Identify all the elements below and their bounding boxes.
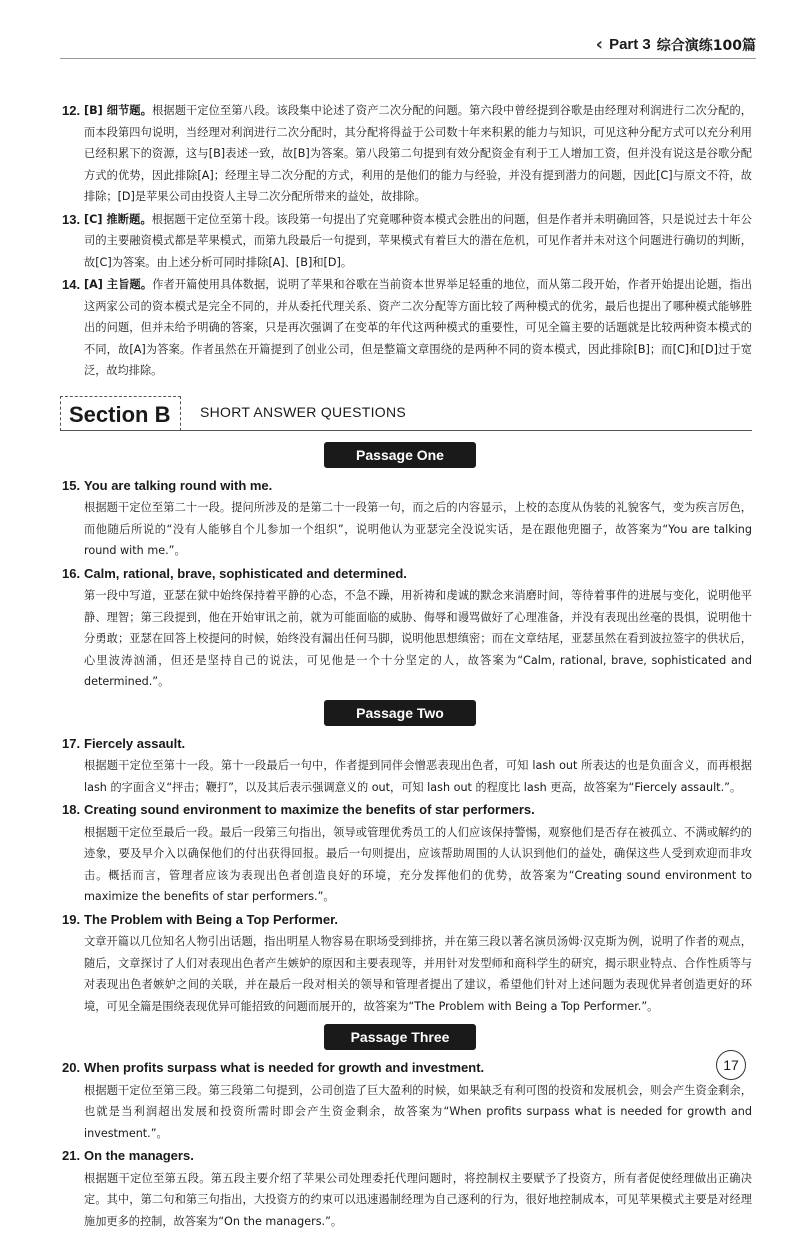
answer-item-16 [62,563,752,693]
item-number: 17. [62,735,81,751]
item-text: 根据题干定位至第二十一段。提问所涉及的是第二十一段第一句，而之后的内容显示，上校的态度从伪装的礼貌客气，变为疾言厉色，而他随后所说的“没有人能够自个儿参加一个组织”，说明他认为亚瑟完全没说实话，是在跟他兜圈子，故答案为“You are talking round with me.”。 [84,501,752,557]
passage-three-banner [62,1023,752,1051]
item-tag: [B] 细节题。 [84,104,153,117]
item-number: 15. [62,477,81,493]
passage-one-banner [62,441,752,469]
header-divider [60,58,756,59]
item-text: 根据题干定位至第十一段。第十一段最后一句中，作者提到同伴会憎恶表现出色者，可知 lash out 所表达的也是负面含义，而再根据 lash 的字面含义“抨击；鞭打”，以及其后表示强调意义的 out，可知 lash out 的程度比 lash 更高，故答案为“Fiercely assault.”。 [84,759,752,794]
header-title: 综合演练100篇 [656,37,756,54]
item-tag: [A] 主旨题。 [84,278,153,291]
passage-two-banner [62,699,752,727]
header-part: Part 3 [609,36,651,53]
item-text: 根据题干定位至最后一段。最后一段第三句指出，领导或管理优秀员工的人们应该保持警惕，观察他们是否存在被孤立、不满或解约的迹象，要及早介入以确保他们的付出获得回报。最后一句则提出，应该帮助周围的人认识到他们的益处，确保这些人受到欢迎而非攻击。概括而言，管理者应该为表现出色者创造良好的环境，充分发挥他们的优势，故答案为“Creating sound environment to maximize the benefits of star performers.”。 [84,825,752,903]
section-label: Section B [60,396,181,431]
item-body [84,100,752,208]
item-text: 根据题干定位至第十段。该段第一句提出了究竟哪种资本模式会胜出的问题，但是作者并未明确回答，只是说过去十年公司的主要融资模式都是苹果模式，而第九段最后一句提到，苹果模式有着巨大的潜在危机，可见作者并未对这个问题进行确切的判断，故[C]为答案。由上述分析可同时排除[A]、[B]和[D]。 [84,212,752,269]
item-text: 根据题干定位至第三段。第三段第二句提到，公司创造了巨大盈利的时候，如果缺乏有利可图的投资和发展机会，则会产生资金剩余，也就是当利润超出发展和投资所需时即会产生资金剩余，故答案为“When profits surpass what is needed for growth and investment.”。 [84,1083,752,1140]
item-question: Creating sound environment to maximize the benefits of star performers. [84,802,535,817]
answer-item-21 [62,1145,752,1232]
item-question: The Problem with Being a Top Performer. [84,911,339,927]
item-question: Calm, rational, brave, sophisticated and determined. [84,565,407,581]
passage-title: Passage Two [324,700,476,726]
page-content [62,100,752,1233]
item-text: 文章开篇以几位知名人物引出话题，指出明星人物容易在职场受到排挤，并在第三段以著名演员汤姆·汉克斯为例，说明了作者的观点，随后，文章探讨了人们对表现出色者产生嫉妒的原因和主要表现等，并用针对发型师和商科学生的研究，揭示职业特点、合作性质等与对表现出色者嫉妒之间的关联，并在最后一段对相关的领导和管理者提出了建议，希望他们针对上述问题为表现优异者创造更好的环境，可见全篇是围绕表现优异可能招致的问题而展开的，故答案为“The Problem with Being a Top Performer.”。 [84,935,752,1013]
item-tag: [C] 推断题。 [84,212,152,226]
item-question: You are talking round with me. [84,477,273,493]
answer-item-15 [62,475,752,562]
section-subtitle: SHORT ANSWER QUESTIONS [200,403,407,420]
item-number: 21. [62,1148,81,1163]
answer-item-13 [62,209,752,274]
answer-item-17 [62,733,752,799]
chevron-left-icon: ‹ [595,34,604,55]
page-number: 17 [716,1050,746,1080]
passage-title: Passage Three [324,1024,476,1050]
item-number: 12. [62,103,81,118]
answer-item-12 [62,100,752,208]
item-number: 20. [62,1060,81,1075]
item-body [84,274,752,382]
section-heading [60,396,752,431]
item-number: 14. [62,277,81,292]
item-question: On the managers. [84,1148,194,1163]
item-text: 作者开篇使用具体数据，说明了苹果和谷歌在当前资本世界举足轻重的地位，而从第二段开始，作者开始提出论题，指出这两家公司的资本模式是完全不同的，并从委托代理关系、资产二次分配等方面比较了两种模式的优劣，最后也提出了哪种模式能够胜出的问题，但并未给予明确的答案，只是再次强调了在变革的年代这两种模式的重要性，可见全篇主要的话题就是比较两种资本模式的不同，故[A]为答案。作者虽然在开篇提到了创业公司，但是整篇文章围绕的是两种不同的资本模式，因此排除[B]；而[C]和[D]过于宽泛，故均排除。 [84,278,753,377]
answer-item-18 [62,799,752,908]
answer-item-14 [62,274,752,382]
item-question: When profits surpass what is needed for growth and investment. [84,1060,485,1075]
item-body [84,209,752,274]
item-number: 19. [62,911,81,927]
page-header [596,34,756,55]
item-question: Fiercely assault. [84,735,186,751]
item-text: 根据题干定位至第五段。第五段主要介绍了苹果公司处理委托代理问题时，将控制权主要赋予了投资方，所有者促使经理做出正确决定。其中，第二句和第三句指出，大投资方的约束可以迅速遏制经理为自己逐利的行为，很好地控制成本，可见苹果模式主要是对经理施加更多的控制，故答案为“On the managers.”。 [84,1171,752,1228]
answer-item-20 [62,1057,752,1144]
item-number: 16. [62,565,81,581]
answer-item-19 [62,909,752,1018]
item-text: 第一段中写道，亚瑟在狱中始终保持着平静的心态，不急不躁，用祈祷和虔诚的默念来消磨时间，等待着事件的进展与变化，说明他平静、理智；第三段提到，他在开始审讯之前，就为可能面临的威胁、侮辱和谩骂做好了心理准备，并没有表现出丝毫的畏惧，说明他十分勇敢；亚瑟在回答上校提问的时候，始终没有漏出任何马脚，说明他思想缜密；而在文章结尾，亚瑟虽然在看到波拉签字的供状后，心里波涛汹涌，但还是坚持自己的说法，可见他是一个十分坚定的人，故答案为“Calm, rational, brave, sophisticated and determined.”。 [84,589,752,688]
passage-title: Passage One [324,442,476,468]
item-number: 18. [62,802,81,817]
item-number: 13. [62,211,81,227]
item-text: 根据题干定位至第八段。该段集中论述了资产二次分配的问题。第六段中曾经提到谷歌是由经理对利润进行二次分配的，而本段第四句说明，当经理对利润进行二次分配时，其分配将得益于公司数十年来积累的能力与知识，可见这种分配方式可以充分利用已经积累下的资源，这与[B]表述一致，故[B]为答案。第八段第二句提到有效分配资金有利于工人增加工资，但并没有说这是谷歌分配方式的优势，因此排除[A]；经理主导二次分配的方式，利用的是他们的能力与经验，并没有提到潜力的问题，因此[C]与原文不符，故排除；[D]是苹果公司由投资人主导二次分配所带来的益处，故排除。 [84,104,752,203]
